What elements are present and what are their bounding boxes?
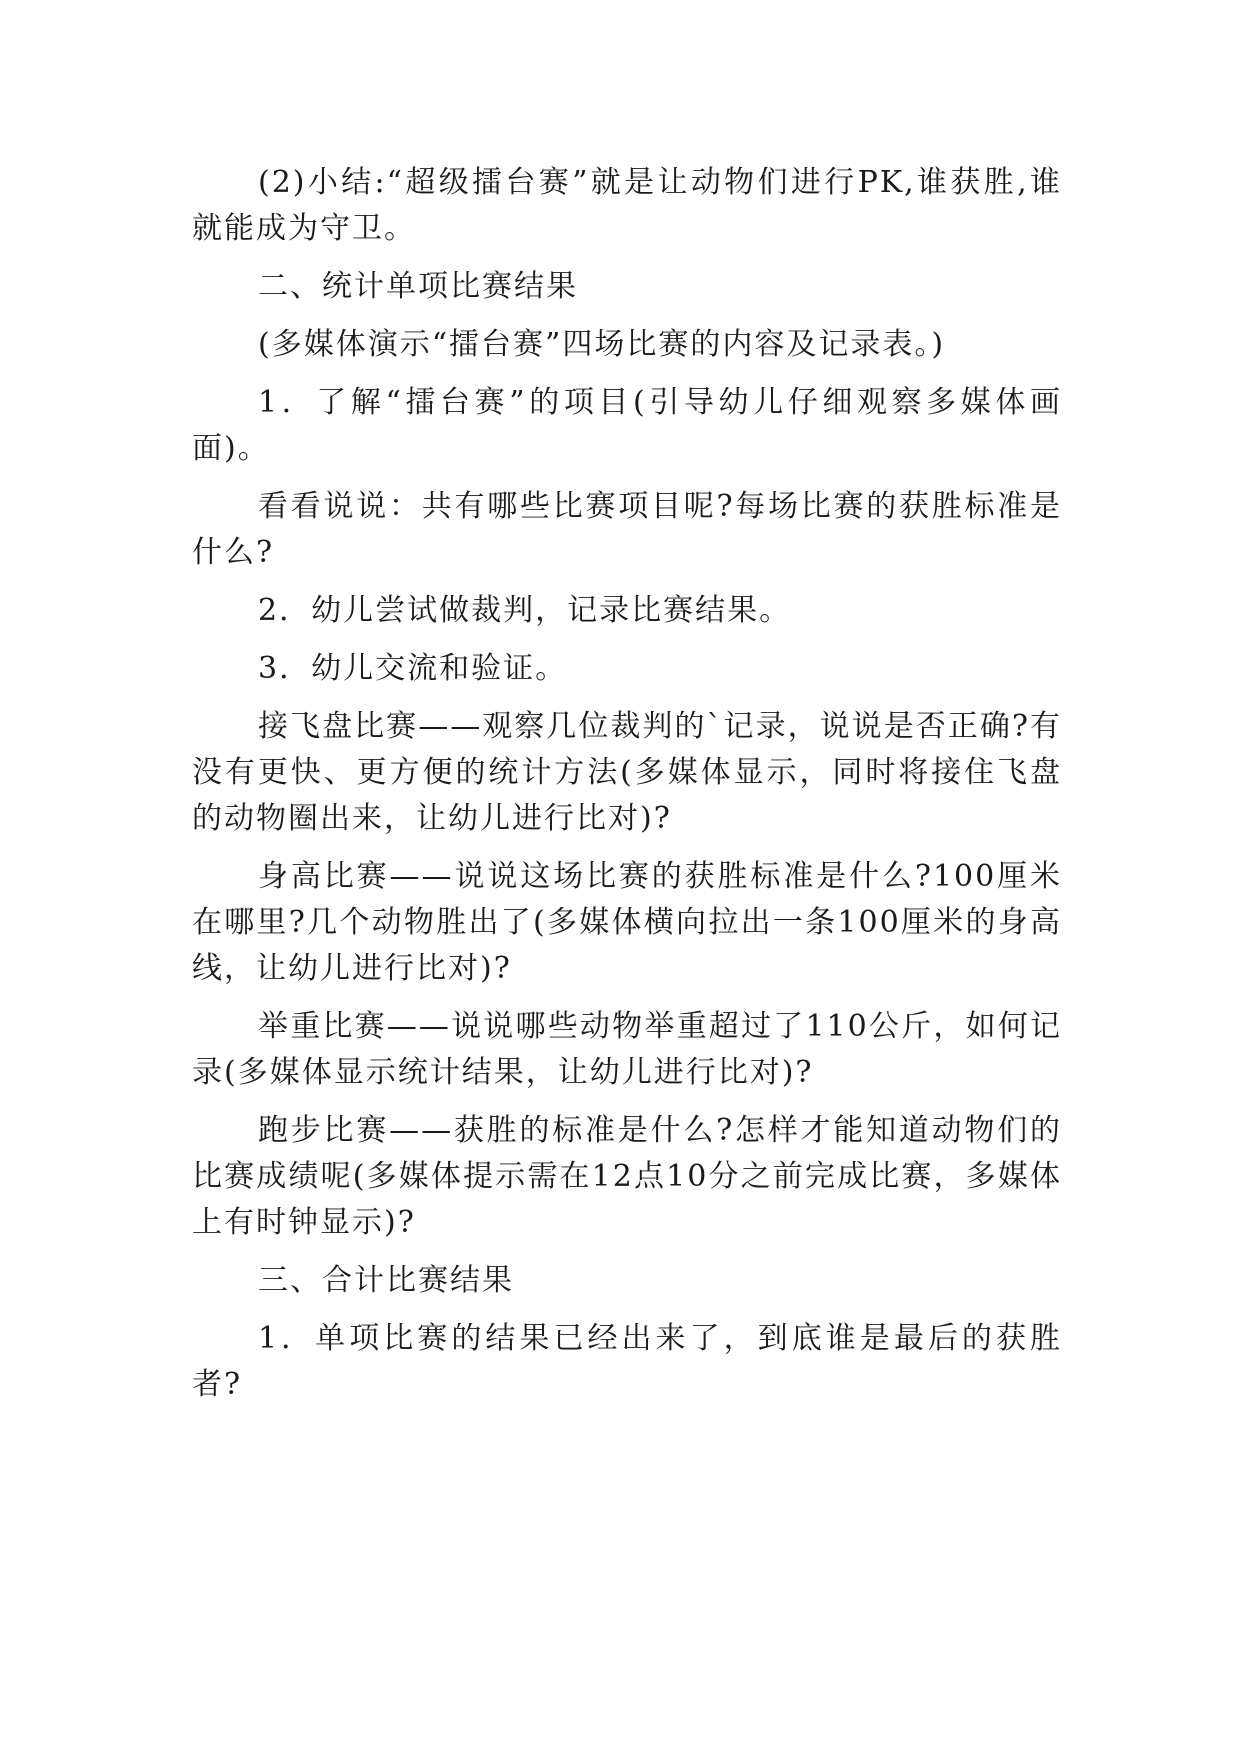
paragraph: 举重比赛——说说哪些动物举重超过了110公斤，如何记录(多媒体显示统计结果，让幼儿进行比对)? <box>192 1009 1062 1090</box>
section-heading: 二、统计单项比赛结果 <box>258 269 578 304</box>
paragraph: 跑步比赛——获胜的标准是什么?怎样才能知道动物们的比赛成绩呢(多媒体提示需在12点10分之前完成比赛，多媒体上有时钟显示)? <box>192 1113 1062 1240</box>
paragraph: 1．单项比赛的结果已经出来了，到底谁是最后的获胜者? <box>192 1321 1062 1402</box>
paragraph: 看看说说：共有哪些比赛项目呢?每场比赛的获胜标准是什么? <box>192 489 1062 570</box>
paragraph: 1．了解“擂台赛”的项目(引导幼儿仔细观察多媒体画面)。 <box>192 385 1062 466</box>
paragraph: (多媒体演示“擂台赛”四场比赛的内容及记录表。) <box>258 327 946 362</box>
paragraph: (2)小结:“超级擂台赛”就是让动物们进行PK,谁获胜,谁就能成为守卫。 <box>192 165 1062 246</box>
paragraph: 3．幼儿交流和验证。 <box>258 651 568 686</box>
section-heading: 三、合计比赛结果 <box>258 1263 514 1298</box>
document-body <box>192 160 1062 1420</box>
paragraph: 接飞盘比赛——观察几位裁判的`记录，说说是否正确?有没有更快、更方便的统计方法(多媒体显示，同时将接住飞盘的动物圈出来，让幼儿进行比对)? <box>192 709 1062 836</box>
paragraph: 身高比赛——说说这场比赛的获胜标准是什么?100厘米在哪里?几个动物胜出了(多媒体横向拉出一条100厘米的身高线，让幼儿进行比对)? <box>192 859 1062 986</box>
paragraph: 2．幼儿尝试做裁判，记录比赛结果。 <box>258 593 792 628</box>
